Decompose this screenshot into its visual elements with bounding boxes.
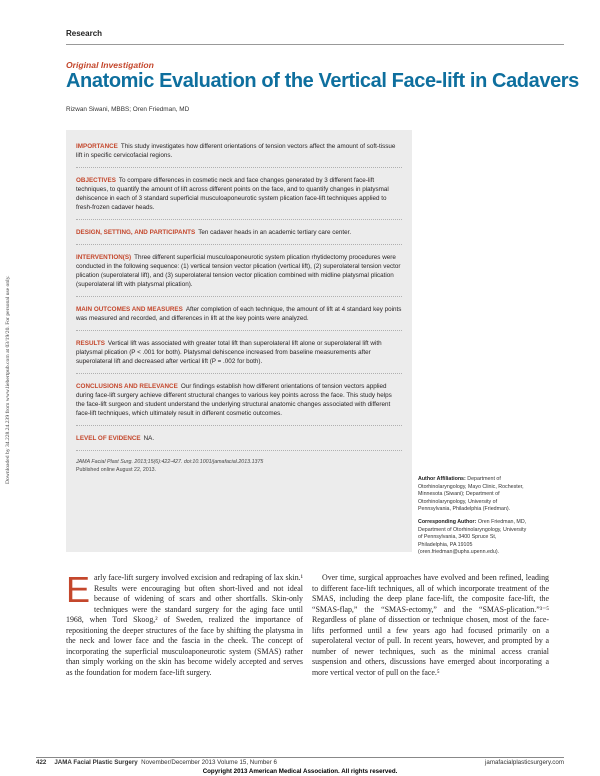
- citation-line: [76, 459, 402, 474]
- abstract-importance: IMPORTANCE This study investigates how different orientations of tension vectors affect the amount of soft-tissue lift in specific cervicofacial regions.: [76, 142, 402, 168]
- body-column-right: [312, 573, 549, 678]
- body-column-left: [66, 569, 303, 678]
- header-rule: [66, 44, 564, 45]
- abstract-outcomes: MAIN OUTCOMES AND MEASURES After completion of each technique, the amount of lift at 4 standard key points was measured and recorded, and differences in lift at the key points were analyzed.: [76, 305, 402, 331]
- body-text-right: Over time, surgical approaches have evolved and been refined, leading to different face-lift techniques, all of which incorporate treatment of the SMAS, including the deep plane face-lift, the composite face-lift, the “SMAS-flap,” the “SMAS-ectomy,” and the “SMAS-plication.”³⁻⁵ Regardless of plane of dissection or technique chosen, most of the face-lifts performed until a few years ago had focused primarily on a superolateral vector of pull. In recent years, however, and prompted by a number of newer techniques, such as the minimal access cranial suspension and others, discussions have emerged about incorporating a more vertical vector of pull on the face.⁵: [312, 573, 549, 677]
- section-label: Research: [66, 29, 103, 38]
- issue-info: November/December 2013 Volume 15, Number 6: [141, 759, 277, 766]
- citation-ref: JAMA Facial Plast Surg. 2013;15(6):422-427. doi:10.1001/jamafacial.2013.1375: [76, 459, 264, 465]
- download-watermark: Downloaded by 34.228.24.239 from www.liebertpub.com at 03/19/20. For personal use only.: [5, 275, 11, 485]
- footer-rule: [36, 757, 564, 758]
- journal-name: JAMA Facial Plastic Surgery: [54, 759, 138, 766]
- copyright-notice: Copyright 2013 American Medical Association. All rights reserved.: [202, 768, 398, 775]
- abstract-objectives: OBJECTIVES To compare differences in cosmetic neck and face changes generated by 3 different face-lift techniques, to quantify the amount of lift across different points on the face, and to quantify changes in platysmal dehiscence in each of 3 standard superficial musculoaponeurotic system plication face-lift techniques applied to fresh-frozen cadaver heads.: [76, 176, 402, 220]
- footer-folio: [36, 759, 277, 766]
- article-type: Original Investigation: [66, 60, 154, 70]
- article-title: Anatomic Evaluation of the Vertical Face-lift in Cadavers: [66, 70, 579, 92]
- page-number: 422: [36, 759, 47, 766]
- body-text-left: arly face-lift surgery involved excision and redraping of lax skin.¹ Results were encouraging but often short-lived and not ideal because of widening of scars and other shortfalls. Skin-only techniques were the standard surgery for the aging face until 1968, when Tord Skoog,² of Sweden, realized the importance of repositioning the deeper structures of the face by shifting the platysma in the neck and lower face and the fascia in the cheek. The concept of incorporating the superficial musculoaponeurotic system (SMAS) rather than simply working on the skin has become widely accepted and serves as the foundation for modern face-lift surgery.: [66, 573, 303, 677]
- publication-date: Published online August 22, 2013.: [76, 466, 157, 473]
- drop-cap: E: [66, 569, 91, 610]
- abstract-evidence-level: LEVEL OF EVIDENCE NA.: [76, 434, 402, 451]
- affiliations-sidebar: [418, 476, 528, 562]
- abstract-conclusions: CONCLUSIONS AND RELEVANCE Our findings establish how different orientations of tension vectors applied during face-lift surgery achieve different structural changes to various key points across the face. This study helps the face-lift surgeon and student understand the underlying structural anatomic changes associated with different face-lift techniques, which ultimately result in different cosmetic outcomes.: [76, 382, 402, 426]
- abstract-box: [66, 130, 412, 552]
- abstract-results: RESULTS Vertical lift was associated with greater total lift than superolateral lift alone or superolateral lift with platysmal plication (P < .001 for both). Platysmal dehiscence increased from baseline measurements after superolateral lift and decreased after vertical lift (P = .002 for both).: [76, 339, 402, 374]
- abstract-interventions: INTERVENTION(S) Three different superficial musculoaponeurotic system plication rhytidectomy procedures were conducted in the following sequence: (1) vertical tension vector plication (vertical lift), (2) superolateral tension vector plication (superolateral lift), and (3) superolateral tension vector plication combined with midline platysmal plication (superolateral lift with platysmal plication).: [76, 253, 402, 297]
- author-list: Rizwan Siwani, MBBS; Oren Friedman, MD: [66, 106, 190, 113]
- journal-url[interactable]: jamafacialplasticsurgery.com: [485, 759, 564, 766]
- corresponding-author: Corresponding Author: Oren Friedman, MD, Department of Otorhinolaryngology, University of Pennsylvania, 3400 Spruce St, Philadelphia, PA 19105 (oren.friedman@uphs.upenn.edu).: [418, 518, 527, 556]
- author-affiliations: Author Affiliations: Department of Otorhinolaryngology, Mayo Clinic, Rochester, Minnesota (Siwani); Department of Otorhinolaryngology, University of Pennsylvania, Philadelphia (Friedman).: [418, 476, 524, 513]
- abstract-design: DESIGN, SETTING, AND PARTICIPANTS Ten cadaver heads in an academic tertiary care center.: [76, 228, 402, 245]
